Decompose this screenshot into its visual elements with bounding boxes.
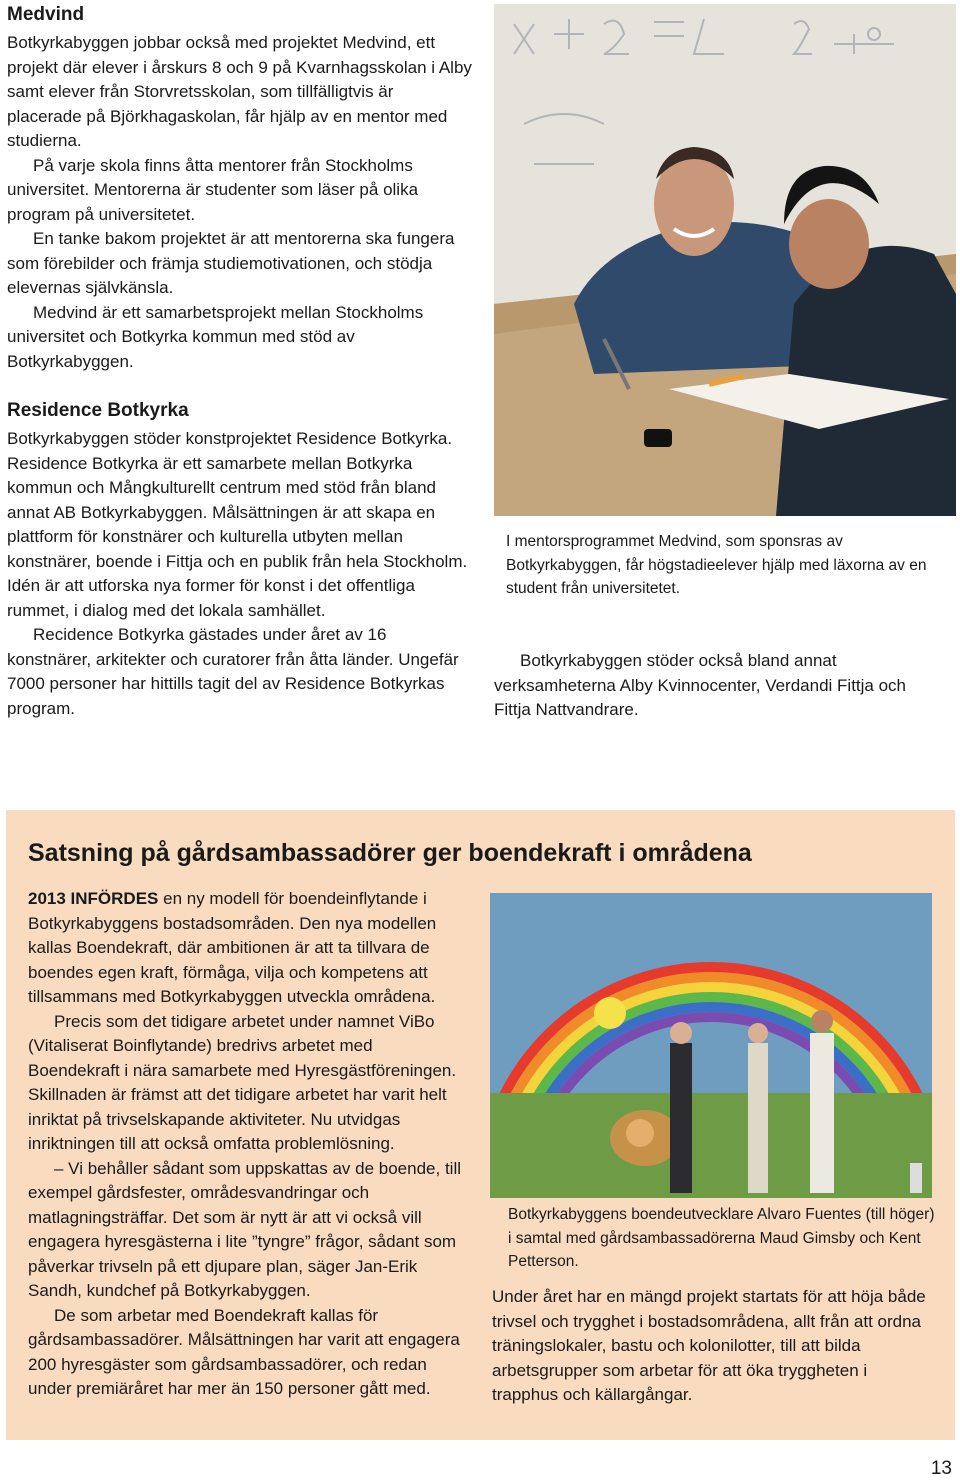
mentoring-photo	[494, 4, 956, 516]
mentoring-photo-illustration	[494, 4, 956, 516]
feature-lead-rest: en ny modell för boendeinflytande i Botkyrkabyggens bostadsområden. Den nya modellen kallas Boendekraft, där ambitionen är att ta tillvara de boendes egen kraft, förmåga, vilja och kompetens att tillsammans med Botkyrkabyggen utveckla områdena.	[28, 889, 437, 1006]
feature-title: Satsning på gårdsambassadörer ger boendekraft i områdena	[28, 839, 752, 867]
residence-section	[7, 400, 470, 721]
feature-left-column	[28, 887, 468, 1402]
residence-heading: Residence Botkyrka	[7, 400, 189, 421]
medvind-paragraph-2: På varje skola finns åtta mentorer från Stockholms universitet. Mentorerna är studenter som läser på olika program på universitetet.	[7, 155, 419, 224]
mural-photo	[490, 893, 932, 1198]
medvind-paragraph-4: Medvind är ett samarbetsprojekt mellan Stockholms universitet och Botkyrka kommun med stöd av Botkyrkabyggen.	[7, 302, 424, 371]
mentoring-photo-caption: I mentorsprogrammet Medvind, som sponsras av Botkyrkabyggen, får högstadieelever hjälp med läxorna av en student från universitetet.	[506, 533, 927, 597]
feature-right-text: Under året har en mängd projekt startats för att höja både trivsel och trygghet i bostadsområdena, allt från att ordna träningslokaler, bastu och kolonilotter, till att bilda arbetsgrupper som arbetar för att öka tryggheten i trapphus och källargångar.	[492, 1287, 926, 1404]
residence-paragraph-2: Recidence Botkyrka gästades under året av 16 konstnärer, arkitekter och curatorer från åtta länder. Ungefär 7000 personer har hittills tagit del av Residence Botkyrkas program.	[7, 625, 459, 718]
feature-paragraph-2: – Vi behåller sådant som uppskattas av de boende, till exempel gårdsfester, områdesvandringar och matlagningsträffar. Det som är nytt är att vi också vill engagera hyresgästerna i lite ”tyngre” frågor, sådant som påverkar trivseln på ett djupare plan, säger Jan-Erik Sandh, kundchef på Botkyrkabyggen.	[28, 1158, 462, 1300]
support-text: Botkyrkabyggen stöder också bland annat verksamheterna Alby Kvinnocenter, Verdandi Fittja och Fittja Nattvandrare.	[494, 651, 907, 719]
medvind-heading: Medvind	[7, 4, 85, 25]
medvind-section	[7, 4, 472, 374]
mural-photo-caption: Botkyrkabyggens boendeutvecklare Alvaro Fuentes (till höger) i samtal med gårdsambassadörerna Maud Gimsby och Kent Petterson.	[508, 1206, 935, 1270]
feature-lead-caps: 2013 INFÖRDES	[28, 889, 159, 908]
medvind-paragraph-3: En tanke bakom projektet är att mentorerna ska fungera som förebilder och främja studiemotivationen, och stödja elevernas självkänsla.	[7, 229, 455, 297]
feature-lead-paragraph	[28, 887, 468, 1010]
medvind-paragraph-1: Botkyrkabyggen jobbar också med projektet Medvind, ett projekt där elever i årskurs 8 och 9 på Kvarnhagsskolan i Alby samt elever från Storvretsskolan, som tillfälligtvis är placerade på Björkhagaskolan, får hjälp av en mentor med studierna.	[7, 33, 472, 150]
feature-paragraph-3: De som arbetar med Boendekraft kallas för gårdsambassadörer. Målsättningen har varit att engagera 200 hyresgäster som gårdsambassadörer, och redan under premiäråret har mer än 150 personer gått med.	[28, 1305, 460, 1398]
residence-paragraph-1: Botkyrkabyggen stöder konstprojektet Residence Botkyrka. Residence Botkyrka är ett samarbete mellan Botkyrka kommun och Mångkulturellt centrum med stöd från bland annat AB Botkyrkabyggen. Målsättningen är att skapa en plattform för konstnärer och kulturella utbyten mellan konstnärer, boende i Fittja och en publik från hela Stockholm. Idén är att utforska nya former för konst i det offentliga rummet, i dialog med det lokala samhället.	[7, 429, 468, 620]
page-number: 13	[930, 1458, 952, 1479]
feature-paragraph-1: Precis som det tidigare arbetet under namnet ViBo (Vitaliserat Boinflytande) bredrivs arbetet med Boendekraft i nära samarbete med Hyresgästföreningen. Skillnaden är främst att det tidigare arbetet har varit helt inriktat på trivselskapande aktiviteter. Nu utvidgas inriktningen till att också omfatta problemlösning.	[28, 1011, 457, 1153]
mural-photo-illustration	[490, 893, 932, 1198]
